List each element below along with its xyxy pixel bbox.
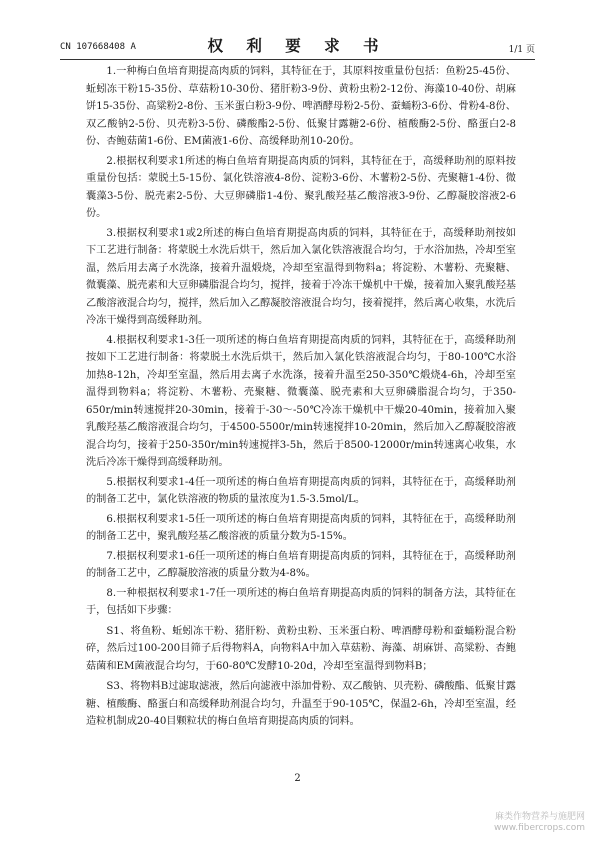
claim-5: 5.根据权利要求1-4任一项所述的梅白鱼培育期提高肉质的饲料，其特征在于，高缓释助剂的制备工艺中，氯化铁溶液的物质的量浓度为1.5-3.5mol/L。	[86, 476, 516, 505]
page-info: 1/1 页	[508, 45, 535, 55]
claim-8	[86, 585, 516, 731]
page-number: 2	[294, 773, 301, 784]
claim-8-step-s3: S3、将物料B过滤取滤液，然后向滤液中添加骨粉、双乙酸钠、贝壳粉、磷酸酯、低聚甘露糖、植酸酶、酪蛋白和高缓释助剂混合均匀，升温至于90-105℃，保温2-6h，冷却至室温，经造粒机制成20-40目颗粒状的梅白鱼培育期提高肉质的饲料。	[86, 681, 516, 727]
page-header	[60, 34, 535, 56]
claim-7: 7.根据权利要求1-6任一项所述的梅白鱼培育期提高肉质的饲料，其特征在于，高缓释助剂的制备工艺中，乙醇凝胶溶液的质量分数为4-8%。	[86, 550, 516, 579]
claim-8-step-s1: S1、将鱼粉、蚯蚓冻干粉、猪肝粉、黄粉虫粉、玉米蛋白粉、啤酒酵母粉和蚕蛹粉混合粉碎，然后过100-200目筛子后得物料A，向物料A中加入草菇粉、海藻、胡麻饼、高粱粉、杏鲍菇菌和EM菌液混合均匀，于60-80℃发酵10-20d，冷却至室温得到物料B；	[86, 625, 516, 672]
claims-body	[86, 63, 516, 733]
watermark-url: www.fibercrops.com	[494, 823, 585, 833]
watermark-site-name: 麻类作物营养与施肥网	[494, 812, 585, 822]
claim-6: 6.根据权利要求1-5任一项所述的梅白鱼培育期提高肉质的饲料，其特征在于，高缓释助剂的制备工艺中，聚乳酸羟基乙酸溶液的质量分数为5-15%。	[86, 513, 516, 542]
publication-number: CN 107668408 A	[60, 42, 136, 52]
claim-1: 1.一种梅白鱼培育期提高肉质的饲料，其特征在于，其原料按重量份包括：鱼粉25-45份、蚯蚓冻干粉15-35份、草菇粉10-30份、猪肝粉3-9份、黄粉虫粉2-12份、海藻10-40份、胡麻饼15-35份、高粱粉2-8份、玉米蛋白粉3-9份、啤酒酵母粉2-5份、蚕蛹粉3-6份、骨粉4-8份、双乙酸钠2-5份、贝壳粉3-5份、磷酸酯2-5份、低聚甘露糖2-6份、植酸酶2-5份、酪蛋白2-8份、杏鲍菇菌1-6份、EM菌液1-6份、高缓释助剂10-20份。	[86, 66, 516, 147]
document-title: 权 利 要 求 书	[207, 37, 388, 55]
claim-2: 2.根据权利要求1所述的梅白鱼培育期提高肉质的饲料，其特征在于，高缓释助剂的原料按重量份包括：蒙脱土5-15份、氯化铁溶液4-8份、淀粉3-6份、木薯粉2-5份、壳聚糖1-4份、微囊藻3-5份、脱壳素2-5份、大豆卵磷脂1-4份、聚乳酸羟基乙酸溶液3-9份、乙醇凝胶溶液2-6份。	[86, 155, 516, 219]
watermark	[494, 812, 585, 834]
header-divider	[60, 59, 535, 60]
claim-8-intro: 8.一种根据权利要求1-7任一项所述的梅白鱼培育期提高肉质的饲料的制备方法，其特征在于，包括如下步骤：	[86, 587, 516, 616]
claim-3: 3.根据权利要求1或2所述的梅白鱼培育期提高肉质的饲料，其特征在于，高缓释助剂按如下工艺进行制备：将蒙脱土水洗后烘干，然后加入氯化铁溶液混合均匀，于水浴加热，冷却至室温，然后用去离子水洗涤，接着升温煅烧，冷却至室温得到物料a；将淀粉、木薯粉、壳聚糖、微囊藻、脱壳素和大豆卵磷脂混合均匀，搅拌，接着于冷冻干燥机中干燥，接着加入聚乳酸羟基乙酸溶液混合均匀，搅拌，然后加入乙醇凝胶溶液混合均匀，接着搅拌，然后离心收集，水洗后冷冻干燥得到高缓释助剂。	[86, 227, 516, 326]
claim-4: 4.根据权利要求1-3任一项所述的梅白鱼培育期提高肉质的饲料，其特征在于，高缓释助剂按如下工艺进行制备：将蒙脱土水洗后烘干，然后加入氯化铁溶液混合均匀，于80-100℃水浴加热8-12h，冷却至室温，然后用去离子水洗涤，接着升温至250-350℃煅烧4-6h，冷却至室温得到物料a；将淀粉、木薯粉、壳聚糖、微囊藻、脱壳素和大豆卵磷脂混合均匀，于350-650r/min转速搅拌20-30min，接着于-30～-50℃冷冻干燥机中干燥20-40min，接着加入聚乳酸羟基乙酸溶液混合均匀，于4500-5500r/min转速搅拌10-20min，然后加入乙醇凝胶溶液混合均匀，接着于250-350r/min转速搅拌3-5h，然后于8500-12000r/min转速离心收集，水洗后冷冻干燥得到高缓释助剂。	[86, 334, 516, 468]
